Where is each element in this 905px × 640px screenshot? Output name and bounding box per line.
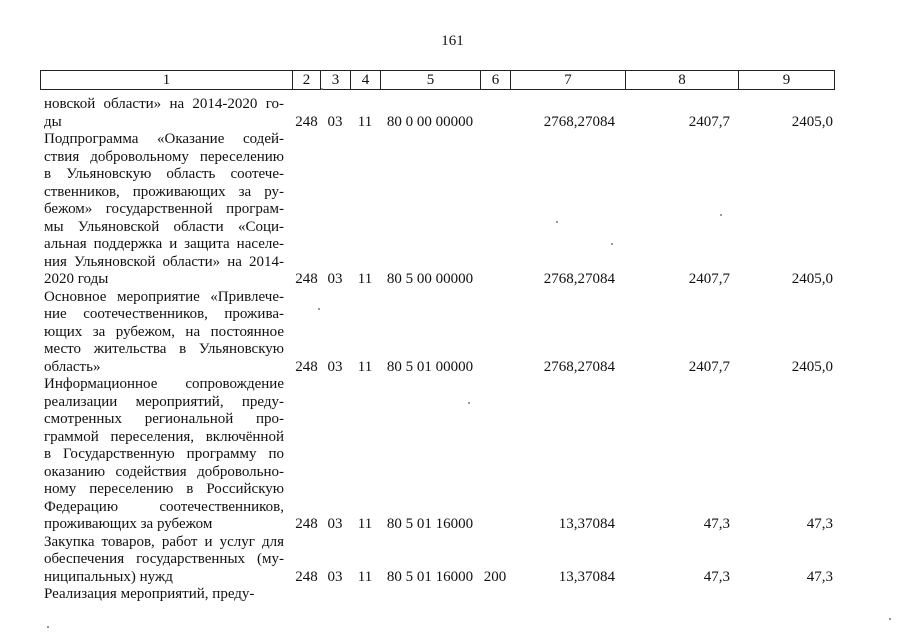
- cell-col-4: 11: [357, 568, 373, 585]
- header-cell-3: 3: [320, 71, 350, 89]
- cell-col-4: 11: [357, 271, 373, 287]
- cell-col-7: 13,37084: [558, 568, 615, 585]
- cell-col-4: 11: [357, 113, 373, 130]
- scan-speck: [611, 243, 613, 245]
- header-cell-6: 6: [480, 71, 510, 89]
- cell-col-5: 80 0 00 00000: [386, 113, 474, 130]
- description-line: альная поддержка и защита населе-: [44, 236, 284, 252]
- description-line: в Ульяновскую область соотече-: [44, 166, 284, 182]
- cell-col-8: 47,3: [703, 516, 730, 532]
- scan-speck: [468, 402, 470, 404]
- header-cell-5: 5: [380, 71, 480, 89]
- cell-col-3: 03: [327, 271, 343, 287]
- cell-col-7: 2768,27084: [543, 358, 615, 375]
- cell-col-9: 2405,0: [791, 113, 833, 130]
- scan-speck: [318, 308, 320, 310]
- cell-col-7: 2768,27084: [543, 271, 615, 287]
- cell-col-8: 47,3: [703, 568, 730, 585]
- description-line: мы Ульяновской области «Соци-: [44, 218, 284, 235]
- row-description: [44, 534, 284, 587]
- cell-col-9: 47,3: [806, 516, 833, 532]
- cell-col-7: 2768,27084: [543, 113, 615, 130]
- description-line: бежом» государственной програм-: [44, 201, 284, 217]
- description-line: Основное мероприятие «Привлече-: [44, 288, 284, 305]
- cell-col-5: 80 5 01 16000: [386, 568, 474, 585]
- cell-col-2: 248: [295, 516, 318, 532]
- row-description: [44, 586, 284, 604]
- header-cell-2: 2: [292, 71, 320, 89]
- cell-col-3: 03: [327, 568, 343, 585]
- cell-col-8: 2407,7: [688, 271, 730, 287]
- header-cell-4: 4: [350, 71, 380, 89]
- cell-col-7: 13,37084: [558, 516, 615, 532]
- description-line: оказанию содействия добровольно-: [44, 463, 284, 480]
- cell-col-5: 80 5 01 16000: [386, 516, 474, 532]
- cell-col-2: 248: [295, 113, 318, 130]
- header-cell-8: 8: [625, 71, 738, 89]
- cell-col-4: 11: [357, 358, 373, 375]
- scan-speck: [321, 88, 323, 90]
- row-description: [44, 289, 284, 377]
- description-line: ниципальных) нужд: [44, 568, 173, 585]
- description-line: Подпрограмма «Оказание содей-: [44, 131, 284, 147]
- table-header-row: [40, 70, 835, 90]
- page-number: 161: [441, 33, 464, 49]
- description-line: ственников, проживающих за ру-: [44, 183, 284, 200]
- description-line: место жительства в Ульяновскую: [44, 341, 284, 357]
- description-line: Информационное сопровождение: [44, 376, 284, 392]
- description-line: ния Ульяновской области» на 2014-: [44, 253, 284, 270]
- scan-speck: [556, 221, 558, 223]
- description-line: ющих за рубежом, на постоянное: [44, 323, 284, 340]
- scan-speck: [720, 214, 722, 216]
- description-line: реализации мероприятий, преду-: [44, 393, 284, 410]
- description-line: ды: [44, 113, 62, 130]
- scan-speck: [47, 626, 49, 628]
- description-line: область»: [44, 358, 101, 375]
- row-description: [44, 96, 284, 131]
- description-line: Закупка товаров, работ и услуг для: [44, 533, 284, 550]
- description-line: Реализация мероприятий, преду-: [44, 586, 255, 602]
- row-description: [44, 376, 284, 534]
- cell-col-2: 248: [295, 358, 318, 375]
- description-line: ному переселению в Российскую: [44, 481, 284, 497]
- description-line: новской области» на 2014-2020 го-: [44, 96, 284, 112]
- cell-col-5: 80 5 01 00000: [386, 358, 474, 375]
- cell-col-6: 200: [483, 568, 507, 585]
- cell-col-2: 248: [295, 568, 318, 585]
- header-cell-7: 7: [510, 71, 625, 89]
- cell-col-9: 2405,0: [791, 271, 833, 287]
- row-description: [44, 131, 284, 289]
- scan-speck: [889, 618, 891, 620]
- description-line: ние соотечественников, прожива-: [44, 306, 284, 322]
- cell-col-2: 248: [295, 271, 318, 287]
- cell-col-8: 2407,7: [688, 113, 730, 130]
- cell-col-3: 03: [327, 358, 343, 375]
- header-cell-9: 9: [738, 71, 835, 89]
- description-line: проживающих за рубежом: [44, 516, 213, 532]
- description-line: в Государственную программу по: [44, 446, 284, 462]
- description-line: ствия добровольному переселению: [44, 148, 284, 165]
- header-cell-1: 1: [40, 71, 292, 89]
- description-line: Федерацию соотечественников,: [44, 498, 284, 515]
- cell-col-3: 03: [327, 516, 343, 532]
- cell-col-3: 03: [327, 113, 343, 130]
- cell-col-5: 80 5 00 00000: [386, 271, 474, 287]
- description-line: смотренных региональной про-: [44, 411, 284, 427]
- description-line: 2020 годы: [44, 271, 109, 287]
- description-line: обеспечения государственных (му-: [44, 551, 284, 567]
- cell-col-4: 11: [357, 516, 373, 532]
- description-line: граммой переселения, включённой: [44, 428, 284, 445]
- cell-col-8: 2407,7: [688, 358, 730, 375]
- cell-col-9: 47,3: [806, 568, 833, 585]
- cell-col-9: 2405,0: [791, 358, 833, 375]
